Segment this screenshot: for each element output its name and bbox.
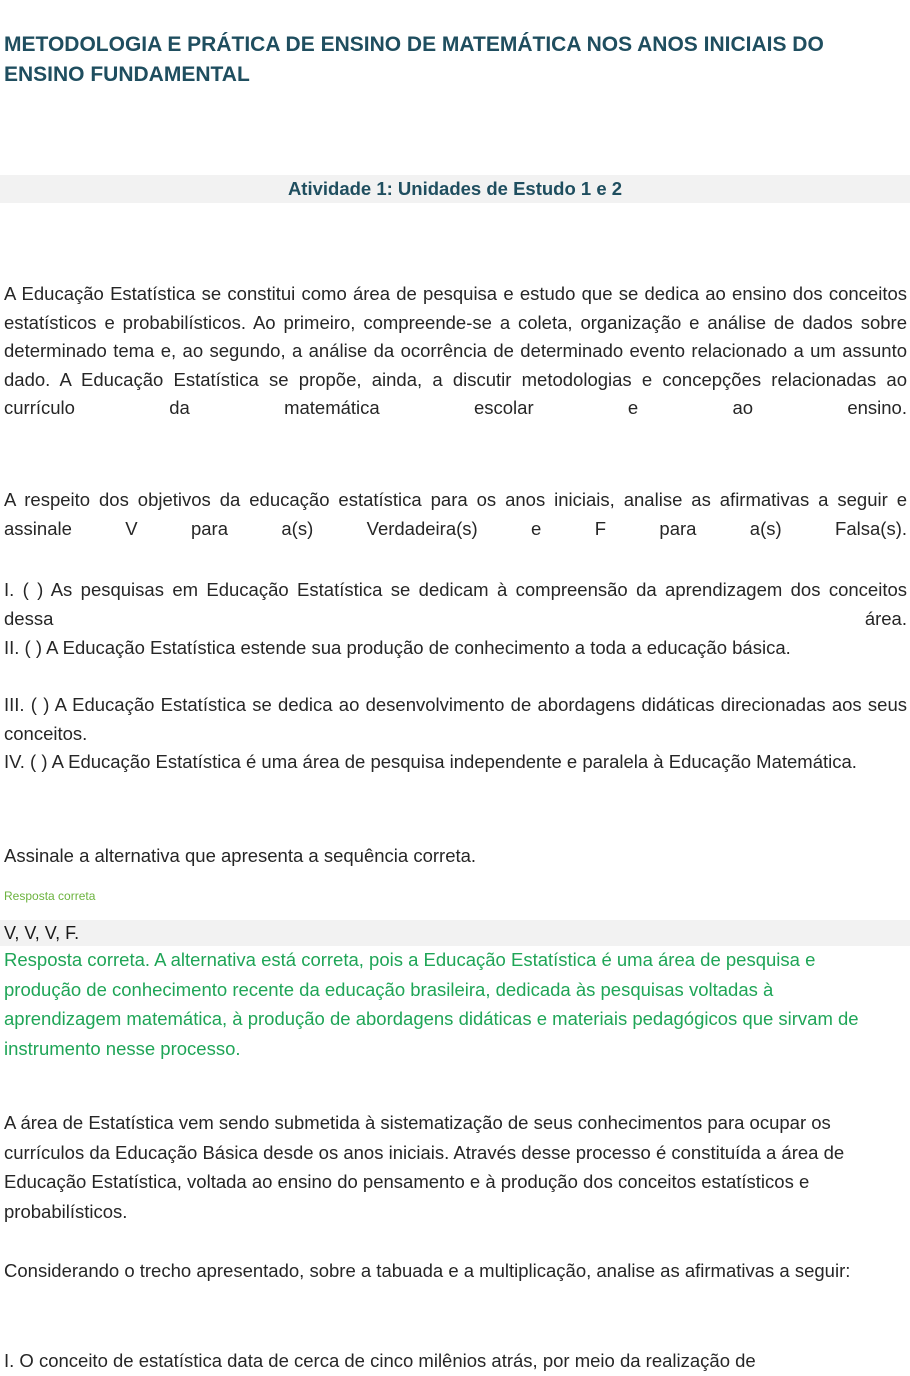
statement-2: II. ( ) A Educação Estatística estende sua produção de conhecimento a toda a educação básica.: [4, 637, 791, 658]
question1-intro: A Educação Estatística se constitui como área de pesquisa e estudo que se dedica ao ensino dos conceitos estatísticos e probabilísticos. Ao primeiro, compreende-se a coleta, organização e análise de dados sobre determinado tema e, ao segundo, a análise da ocorrência de determinado evento relacionado a um assunto dado. A Educação Estatística se propõe, ainda, a discutir metodologias e concepções relacionadas ao currículo da matemática escolar e ao ensino.: [4, 283, 907, 419]
statement-1: I. ( ) As pesquisas em Educação Estatística se dedicam à compreensão da aprendizagem dos conceitos dessa área.: [4, 579, 907, 629]
answer-value: V, V, V, F.: [4, 923, 80, 943]
correct-answer-label: Resposta correta: [4, 889, 96, 903]
question1-prompt: A respeito dos objetivos da educação estatística para os anos iniciais, analise as afirmativas a seguir e assinale V para a(s) Verdadeira(s) e F para a(s) Falsa(s).: [4, 489, 907, 539]
statement-3: III. ( ) A Educação Estatística se dedica ao desenvolvimento de abordagens didáticas direcionadas aos seus conceitos.: [4, 694, 907, 744]
answer-feedback: Resposta correta. A alternativa está correta, pois a Educação Estatística é uma área de pesquisa e produção de conhecimento recente da educação brasileira, dedicada às pesquisas voltadas à aprendizagem matemática, à produção de abordagens didáticas e materiais pedagógicos que sirvam de instrumento nesse processo.: [4, 949, 859, 1059]
question2-intro: A área de Estatística vem sendo submetida à sistematização de seus conhecimentos para ocupar os currículos da Educação Básica desde os anos iniciais. Através desse processo é constituída a área de Educação Estatística, voltada ao ensino do pensamento e à produção dos conceitos estatísticos e probabilísticos.: [4, 1112, 845, 1222]
question2-statement-1: I. O conceito de estatística data de cerca de cinco milênios atrás, por meio da realização de: [4, 1350, 756, 1371]
statement-4: IV. ( ) A Educação Estatística é uma área de pesquisa independente e paralela à Educação Matemática.: [4, 751, 857, 772]
activity-title: Atividade 1: Unidades de Estudo 1 e 2: [287, 178, 623, 199]
question2-prompt: Considerando o trecho apresentado, sobre a tabuada e a multiplicação, analise as afirmativas a seguir:: [4, 1260, 851, 1281]
question1-instruction: Assinale a alternativa que apresenta a sequência correta.: [4, 845, 477, 866]
document-title: METODOLOGIA E PRÁTICA DE ENSINO DE MATEMÁTICA NOS ANOS INICIAIS DO ENSINO FUNDAMENTAL: [4, 33, 824, 86]
answer-band: [0, 920, 910, 946]
